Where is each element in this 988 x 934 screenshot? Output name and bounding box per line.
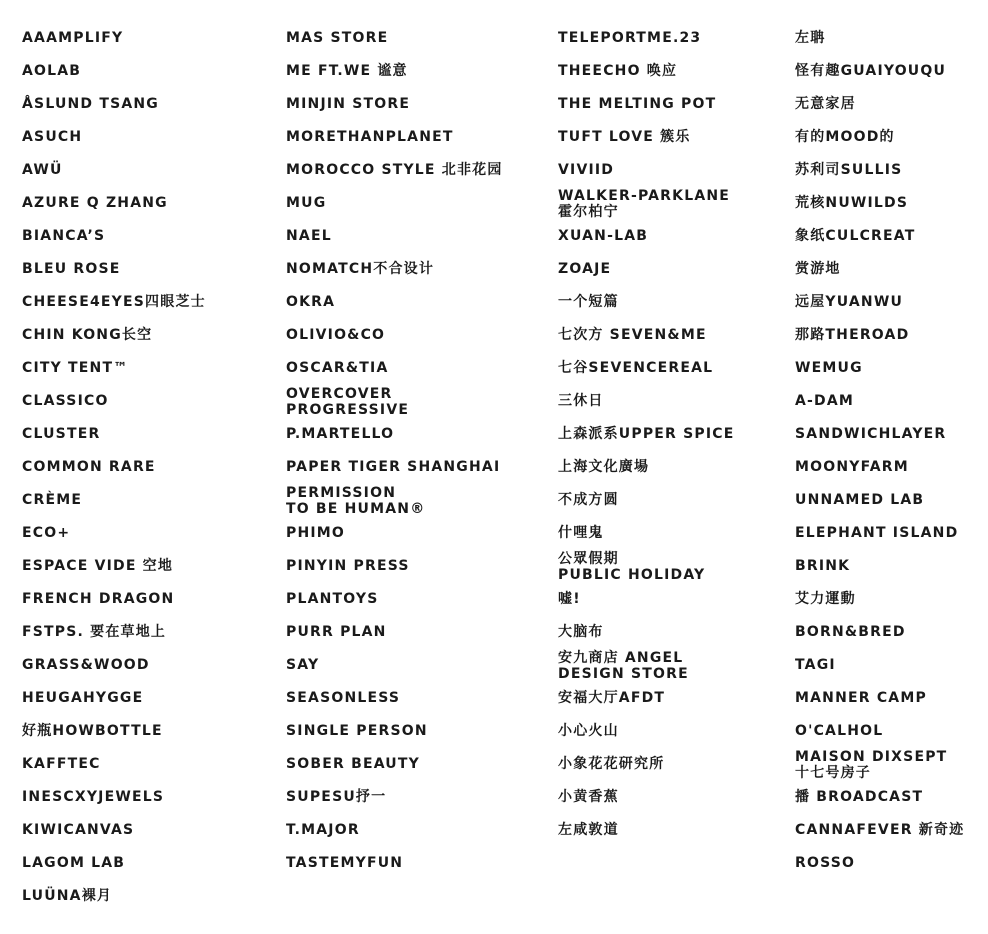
brand-name: UNNAMED LAB [795, 492, 925, 508]
brand-name: 好瓶HOWBOTTLE [22, 723, 163, 739]
brand-name: OLIVIO&CO [286, 327, 386, 343]
brand-column-2 [286, 22, 551, 880]
brand-name: 小心火山 [558, 723, 619, 739]
brand-name: FSTPS. 要在草地上 [22, 624, 167, 640]
brand-name: 一个短篇 [558, 294, 619, 310]
brand-name: 播 BROADCAST [795, 789, 924, 805]
brand-name: TELEPORTME.23 [558, 30, 702, 46]
brand-name: TASTEMYFUN [286, 855, 404, 871]
brand-name: AAAMPLIFY [22, 30, 124, 46]
brand-name: MUG [286, 195, 327, 211]
brand-name: FRENCH DRAGON [22, 591, 175, 607]
brand-name: SANDWICHLAYER [795, 426, 947, 442]
brand-name: 左咸敦道 [558, 822, 619, 838]
brand-name: 艾力運動 [795, 591, 856, 607]
brand-name: CHIN KONG长空 [22, 327, 153, 343]
brand-name: MORETHANPLANET [286, 129, 454, 145]
brand-name: MINJIN STORE [286, 96, 411, 112]
brand-name: NAEL [286, 228, 332, 244]
brand-name: CLUSTER [22, 426, 101, 442]
brand-name: 那路THEROAD [795, 327, 910, 343]
brand-name: 七谷SEVENCEREAL [558, 360, 714, 376]
brand-name: 左聃 [795, 30, 826, 46]
brand-name: COMMON RARE [22, 459, 156, 475]
brand-name: THEECHO 唤应 [558, 63, 678, 79]
brand-name: 小黄香蕉 [558, 789, 619, 805]
brand-name: KIWICANVAS [22, 822, 135, 838]
brand-name: 怪有趣GUAIYOUQU [795, 63, 947, 79]
brand-name: ÅSLUND TSANG [22, 96, 159, 112]
brand-name: WEMUG [795, 360, 863, 376]
brand-name: 小象花花研究所 [558, 756, 665, 772]
brand-name: 有的MOOD的 [795, 129, 895, 145]
brand-name: XUAN-LAB [558, 228, 649, 244]
brand-column-4 [795, 22, 985, 880]
brand-name: 三休日 [558, 393, 604, 409]
brand-name: ESPACE VIDE 空地 [22, 558, 174, 574]
brand-name: NOMATCH不合设计 [286, 261, 435, 277]
brand-name: PURR PLAN [286, 624, 387, 640]
brand-name: CANNAFEVER 新奇迹 [795, 822, 965, 838]
brand-name: PERMISSION TO BE HUMAN® [286, 485, 426, 517]
brand-name: TAGI [795, 657, 836, 673]
brand-name: CLASSICO [22, 393, 109, 409]
brand-name: MAISON DIXSEPT 十七号房子 [795, 749, 948, 781]
brand-name: CHEESE4EYES四眼芝士 [22, 294, 206, 310]
brand-name: MANNER CAMP [795, 690, 927, 706]
brand-name: SEASONLESS [286, 690, 401, 706]
brand-name: OKRA [286, 294, 336, 310]
brand-name: PINYIN PRESS [286, 558, 410, 574]
brand-name: 荒核NUWILDS [795, 195, 909, 211]
brand-name: ROSSO [795, 855, 856, 871]
brand-name: PAPER TIGER SHANGHAI [286, 459, 501, 475]
brand-name: KAFFTEC [22, 756, 101, 772]
brand-name: 远屋YUANWU [795, 294, 904, 310]
brand-name: VIVIID [558, 162, 615, 178]
brand-name: MAS STORE [286, 30, 389, 46]
brand-name: 无意家居 [795, 96, 856, 112]
brand-name: T.MAJOR [286, 822, 360, 838]
brand-column-1 [22, 22, 272, 913]
brand-name: AWÜ [22, 162, 63, 178]
brand-name: O'CALHOL [795, 723, 884, 739]
brand-name: BRINK [795, 558, 851, 574]
brand-name: LUÜNA裸月 [22, 888, 113, 904]
brand-name: 上海文化廣場 [558, 459, 650, 475]
brand-name: THE MELTING POT [558, 96, 717, 112]
brand-name: OSCAR&TIA [286, 360, 389, 376]
brand-column-3 [558, 22, 788, 847]
brand-name: SINGLE PERSON [286, 723, 428, 739]
brand-name: AOLAB [22, 63, 82, 79]
brand-name: 安福大厅AFDT [558, 690, 666, 706]
brand-name: ELEPHANT ISLAND [795, 525, 959, 541]
brand-name: 不成方圆 [558, 492, 619, 508]
brand-name: SUPESU抒一 [286, 789, 387, 805]
brand-name: SOBER BEAUTY [286, 756, 420, 772]
brand-name: 公眾假期 PUBLIC HOLIDAY [558, 551, 706, 583]
brand-name: 什哩鬼 [558, 525, 604, 541]
brand-name: P.MARTELLO [286, 426, 395, 442]
brand-name: 大脑布 [558, 624, 604, 640]
brand-name: ECO+ [22, 525, 71, 541]
brand-name: ASUCH [22, 129, 83, 145]
brand-name: AZURE Q ZHANG [22, 195, 168, 211]
brand-name: CITY TENT™ [22, 360, 129, 376]
brand-name: 象纸CULCREAT [795, 228, 916, 244]
brand-name: PHIMO [286, 525, 346, 541]
brand-name: INESCXYJEWELS [22, 789, 165, 805]
brand-name: MOONYFARM [795, 459, 909, 475]
brand-name: 七次方 SEVEN&ME [558, 327, 707, 343]
brand-name: BLEU ROSE [22, 261, 121, 277]
brand-name: ZOAJE [558, 261, 612, 277]
brand-name: HEUGAHYGGE [22, 690, 144, 706]
brand-name: 苏利司SULLIS [795, 162, 903, 178]
brand-name: BIANCA’S [22, 228, 106, 244]
brand-name: ME FT.WE 谧意 [286, 63, 408, 79]
brand-name: BORN&BRED [795, 624, 906, 640]
brand-name: 嘘! [558, 591, 581, 607]
brand-name: PLANTOYS [286, 591, 379, 607]
brand-name: CRÈME [22, 492, 83, 508]
brand-name: MOROCCO STYLE 北非花园 [286, 162, 503, 178]
brand-name: 上森派系UPPER SPICE [558, 426, 735, 442]
brand-name: GRASS&WOOD [22, 657, 150, 673]
brand-name: A-DAM [795, 393, 855, 409]
brand-name: TUFT LOVE 簇乐 [558, 129, 691, 145]
brand-name: SAY [286, 657, 320, 673]
brand-name: WALKER-PARKLANE 霍尔柏宁 [558, 188, 731, 220]
brand-name: 安九商店 ANGEL DESIGN STORE [558, 650, 689, 682]
brand-name: LAGOM LAB [22, 855, 126, 871]
brand-name: 赏游地 [795, 261, 841, 277]
brand-name: OVERCOVER PROGRESSIVE [286, 386, 410, 418]
